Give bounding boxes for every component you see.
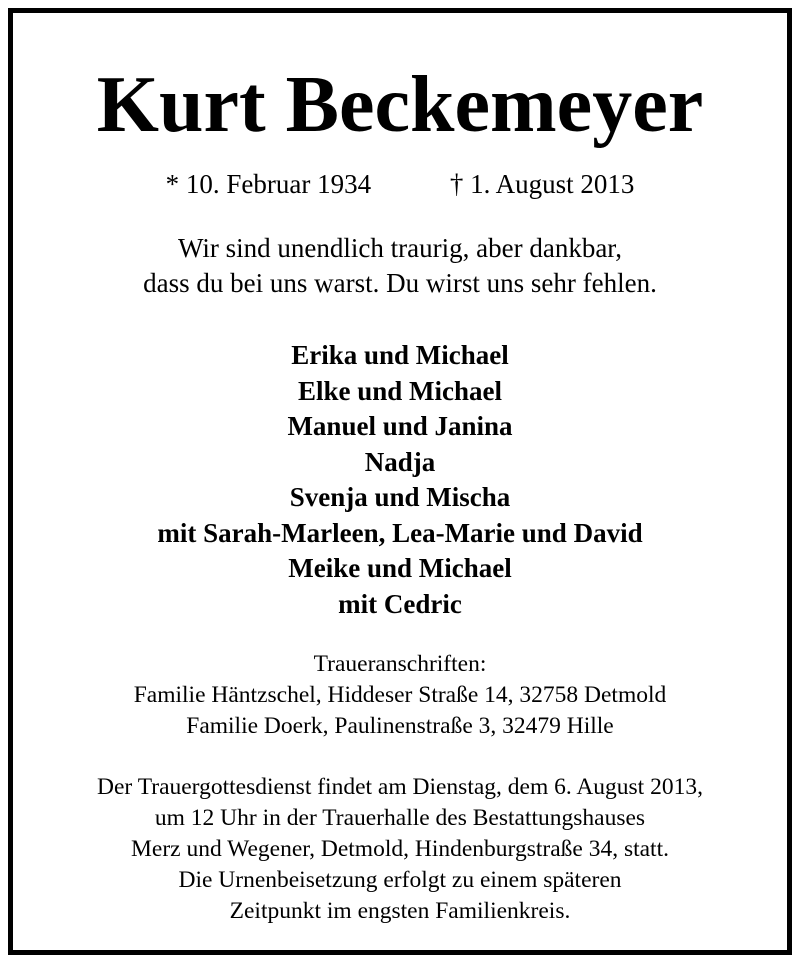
condolence-addresses xyxy=(13,649,787,742)
mourner-line: Nadja xyxy=(364,446,436,477)
service-line: Der Trauergottesdienst findet am Dienstag, dem 6. August 2013, xyxy=(97,774,703,800)
mourner-line: Erika und Michael xyxy=(291,340,509,370)
mourner-line: Meike und Michael xyxy=(288,553,512,583)
deceased-name: Kurt Beckemeyer xyxy=(96,61,704,149)
birth-date: * 10. Februar 1934 xyxy=(165,169,372,199)
obituary-frame xyxy=(8,8,792,955)
service-line: Merz und Wegener, Detmold, Hindenburgstraße 34, statt. xyxy=(131,836,669,862)
service-line: um 12 Uhr in der Trauerhalle des Bestattungshauses xyxy=(154,805,646,831)
quote-line: Wir sind unendlich traurig, aber dankbar, xyxy=(178,233,622,263)
funeral-service-info xyxy=(13,772,787,927)
addresses-heading: Traueranschriften: xyxy=(313,651,487,677)
address-line: Familie Doerk, Paulinenstraße 3, 32479 Hille xyxy=(186,713,614,739)
mourner-line: mit Sarah-Marleen, Lea-Marie und David xyxy=(157,517,643,548)
mourner-line: Svenja und Mischa xyxy=(289,482,511,512)
mourner-line: Manuel und Janina xyxy=(287,411,513,441)
death-date: † 1. August 2013 xyxy=(449,169,635,199)
quote-line: dass du bei uns warst. Du wirst uns sehr fehlen. xyxy=(143,268,657,298)
mourners-list xyxy=(13,338,787,622)
service-line: Zeitpunkt im engsten Familienkreis. xyxy=(229,898,571,924)
mourner-line: Elke und Michael xyxy=(297,375,503,406)
service-line: Die Urnenbeisetzung erfolgt zu einem späteren xyxy=(178,867,622,893)
life-dates xyxy=(13,168,787,200)
address-line: Familie Häntzschel, Hiddeser Straße 14, 32758 Detmold xyxy=(133,682,667,708)
mourner-line: mit Cedric xyxy=(338,588,462,619)
farewell-quote xyxy=(13,231,787,301)
